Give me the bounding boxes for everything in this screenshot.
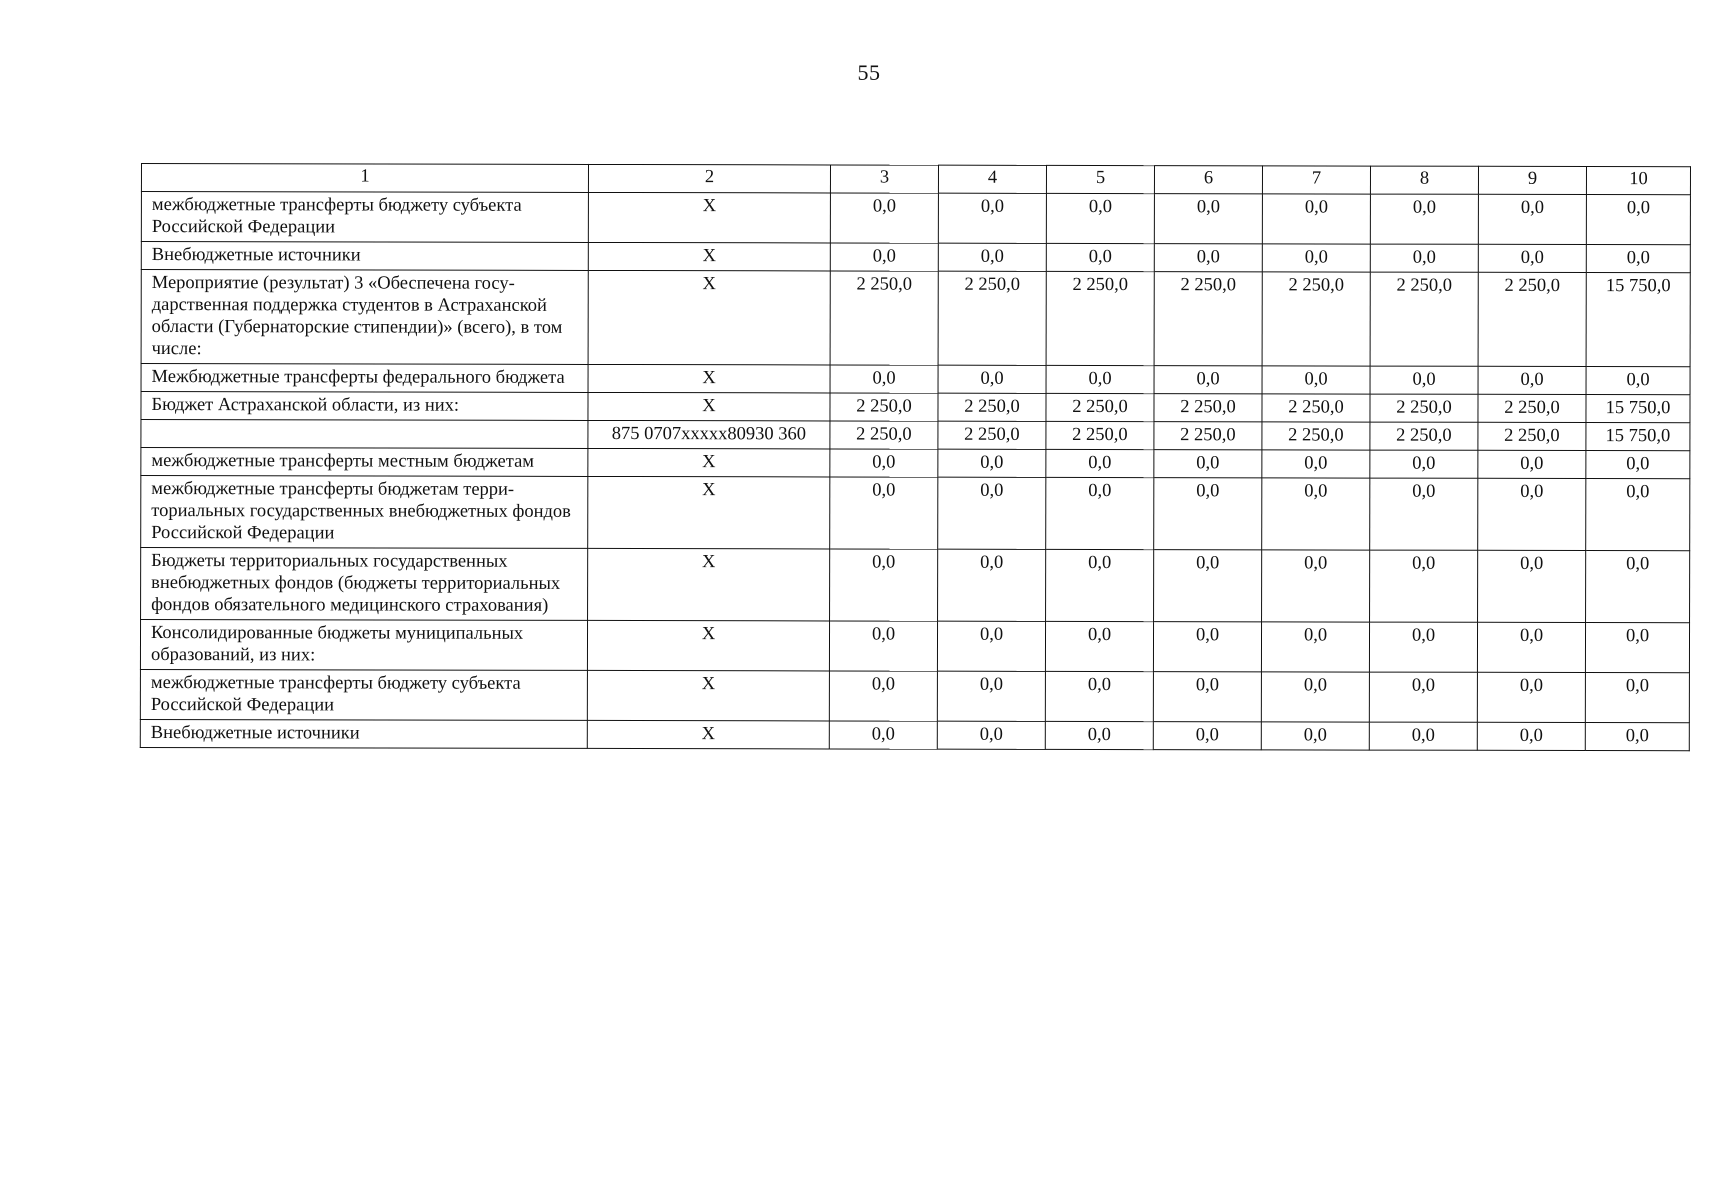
value-cell: 15 750,0 [1586, 423, 1690, 451]
header-row [141, 164, 1690, 195]
value-cell: 2 250,0 [938, 393, 1046, 421]
value-cell: 0,0 [1046, 549, 1154, 621]
value-cell: 0,0 [1153, 622, 1261, 672]
value-cell: 0,0 [1370, 366, 1478, 394]
value-cell: 0,0 [1045, 721, 1153, 749]
value-cell: 0,0 [1585, 723, 1689, 751]
value-cell: 0,0 [1370, 478, 1478, 550]
value-cell: 0,0 [830, 449, 938, 477]
column-header: 1 [141, 164, 588, 193]
value-cell: 0,0 [1478, 194, 1586, 244]
value-cell: 2 250,0 [830, 271, 938, 365]
value-cell: 0,0 [1045, 671, 1153, 721]
table-row [141, 548, 1690, 623]
value-cell: 2 250,0 [938, 421, 1046, 449]
value-cell: 0,0 [1261, 672, 1369, 722]
table-row [141, 192, 1690, 245]
value-cell: 2 250,0 [830, 393, 938, 421]
row-name-cell: Бюджеты территориальных государственных внебюджетных фондов (бюджеты территориальных фондов обязательного медицинского страхования) [141, 548, 588, 621]
budget-table [140, 163, 1691, 751]
budget-code-cell: X [587, 670, 829, 721]
value-cell: 0,0 [1153, 672, 1261, 722]
value-cell: 0,0 [830, 477, 938, 549]
column-header: 4 [938, 165, 1046, 193]
value-cell: 0,0 [938, 477, 1046, 549]
row-name-cell: Бюджет Астраханской области, из них: [141, 392, 588, 421]
value-cell: 2 250,0 [1478, 422, 1586, 450]
budget-code-cell: X [588, 270, 830, 365]
page-number: 55 [857, 60, 881, 85]
value-cell: 2 250,0 [1154, 272, 1262, 366]
row-name-cell: Консолидированные бюджеты муниципальных образований, из них: [140, 620, 587, 671]
value-cell: 0,0 [938, 449, 1046, 477]
value-cell: 0,0 [1585, 673, 1689, 723]
value-cell: 0,0 [938, 549, 1046, 621]
value-cell: 2 250,0 [1262, 272, 1370, 366]
value-cell: 0,0 [1586, 245, 1690, 273]
value-cell: 0,0 [1586, 451, 1690, 479]
value-cell: 2 250,0 [938, 271, 1046, 365]
value-cell: 0,0 [829, 721, 937, 749]
value-cell: 0,0 [1154, 478, 1262, 550]
value-cell: 2 250,0 [1262, 394, 1370, 422]
value-cell: 0,0 [1154, 366, 1262, 394]
value-cell: 0,0 [830, 365, 938, 393]
value-cell: 0,0 [1046, 243, 1154, 271]
row-name-cell: межбюджетные трансферты бюджету субъекта Российской Федерации [140, 669, 587, 720]
table-row [141, 270, 1690, 367]
table-row [141, 242, 1690, 273]
value-cell: 2 250,0 [1046, 271, 1154, 365]
value-cell: 0,0 [1154, 194, 1262, 244]
table-row [141, 420, 1690, 451]
value-cell: 0,0 [938, 193, 1046, 243]
value-cell: 0,0 [938, 243, 1046, 271]
budget-code-cell: X [588, 476, 830, 549]
value-cell: 0,0 [1046, 477, 1154, 549]
value-cell: 0,0 [937, 671, 1045, 721]
column-header: 2 [588, 164, 830, 193]
value-cell: 0,0 [829, 621, 937, 671]
value-cell: 0,0 [1046, 365, 1154, 393]
value-cell: 0,0 [1046, 449, 1154, 477]
table-header [141, 164, 1690, 195]
table-body [140, 192, 1690, 751]
value-cell: 0,0 [1046, 193, 1154, 243]
value-cell: 0,0 [1586, 195, 1690, 245]
value-cell: 0,0 [1478, 244, 1586, 272]
row-name-cell: Внебюджетные источники [141, 242, 588, 271]
value-cell: 0,0 [1369, 622, 1477, 672]
row-name-cell: межбюджетные трансферты бюджетам территориальных государственных внебюджетных фондов Российской Федерации [141, 476, 588, 549]
value-cell: 0,0 [1154, 450, 1262, 478]
row-name-cell: межбюджетные трансферты местным бюджетам [141, 448, 588, 477]
budget-code-cell: X [588, 192, 830, 243]
value-cell: 0,0 [1261, 722, 1369, 750]
table-row [141, 392, 1690, 423]
budget-code-cell: X [587, 620, 829, 671]
value-cell: 0,0 [1478, 450, 1586, 478]
value-cell: 2 250,0 [1370, 272, 1478, 366]
column-header: 3 [830, 165, 938, 193]
value-cell: 2 250,0 [1046, 393, 1154, 421]
budget-code-cell: 875 0707xxxxx80930 360 [588, 420, 830, 449]
value-cell: 0,0 [1262, 478, 1370, 550]
value-cell: 0,0 [1478, 478, 1586, 550]
value-cell: 0,0 [1370, 450, 1478, 478]
value-cell: 0,0 [1370, 244, 1478, 272]
value-cell: 2 250,0 [1370, 394, 1478, 422]
value-cell: 2 250,0 [1154, 422, 1262, 450]
budget-code-cell: X [588, 242, 830, 271]
row-name-cell: межбюджетные трансферты бюджету субъекта Российской Федерации [141, 192, 588, 243]
value-cell: 0,0 [1370, 194, 1478, 244]
value-cell: 0,0 [1262, 366, 1370, 394]
column-header: 10 [1586, 167, 1690, 195]
row-name-cell: Внебюджетные источники [140, 719, 587, 748]
value-cell: 0,0 [1477, 722, 1585, 750]
value-cell: 0,0 [829, 671, 937, 721]
value-cell: 15 750,0 [1586, 395, 1690, 423]
row-name-cell [141, 420, 588, 449]
column-header: 6 [1154, 166, 1262, 194]
value-cell: 0,0 [1262, 194, 1370, 244]
value-cell: 0,0 [1478, 366, 1586, 394]
table-row [140, 719, 1689, 750]
value-cell: 2 250,0 [1046, 421, 1154, 449]
value-cell: 0,0 [1154, 244, 1262, 272]
column-header: 9 [1478, 166, 1586, 194]
value-cell: 0,0 [937, 721, 1045, 749]
row-name-cell: Мероприятие (результат) 3 «Обеспечена государственная поддержка студентов в Астраханской области (Губернаторские стипендии)» (всего), в том числе: [141, 270, 588, 365]
value-cell: 15 750,0 [1586, 273, 1690, 367]
value-cell: 0,0 [1153, 722, 1261, 750]
value-cell: 2 250,0 [1262, 422, 1370, 450]
value-cell: 0,0 [938, 365, 1046, 393]
value-cell: 0,0 [830, 549, 938, 621]
value-cell: 2 250,0 [830, 421, 938, 449]
table-row [140, 669, 1689, 722]
value-cell: 2 250,0 [1370, 422, 1478, 450]
value-cell: 0,0 [1262, 450, 1370, 478]
column-header: 7 [1262, 166, 1370, 194]
value-cell: 0,0 [1045, 621, 1153, 671]
value-cell: 2 250,0 [1154, 394, 1262, 422]
value-cell: 0,0 [830, 243, 938, 271]
value-cell: 2 250,0 [1478, 394, 1586, 422]
value-cell: 0,0 [1369, 722, 1477, 750]
value-cell: 0,0 [1586, 367, 1690, 395]
value-cell: 2 250,0 [1478, 272, 1586, 366]
value-cell: 0,0 [1478, 550, 1586, 622]
budget-code-cell: X [588, 548, 830, 621]
value-cell: 0,0 [1154, 550, 1262, 622]
value-cell: 0,0 [1370, 550, 1478, 622]
value-cell: 0,0 [1477, 622, 1585, 672]
table-row [141, 448, 1690, 479]
budget-code-cell: X [588, 364, 830, 393]
value-cell: 0,0 [1585, 623, 1689, 673]
value-cell: 0,0 [1262, 550, 1370, 622]
column-header: 5 [1046, 165, 1154, 193]
value-cell: 0,0 [1586, 551, 1690, 623]
budget-code-cell: X [588, 448, 830, 477]
budget-code-cell: X [588, 392, 830, 421]
row-name-cell: Межбюджетные трансферты федерального бюджета [141, 364, 588, 393]
value-cell: 0,0 [830, 193, 938, 243]
value-cell: 0,0 [937, 621, 1045, 671]
value-cell: 0,0 [1477, 672, 1585, 722]
column-header: 8 [1370, 166, 1478, 194]
value-cell: 0,0 [1369, 672, 1477, 722]
value-cell: 0,0 [1586, 479, 1690, 551]
table-row [141, 476, 1690, 551]
value-cell: 0,0 [1261, 622, 1369, 672]
table-row [141, 364, 1690, 395]
budget-code-cell: X [587, 720, 829, 749]
table-row [140, 620, 1689, 673]
value-cell: 0,0 [1262, 244, 1370, 272]
